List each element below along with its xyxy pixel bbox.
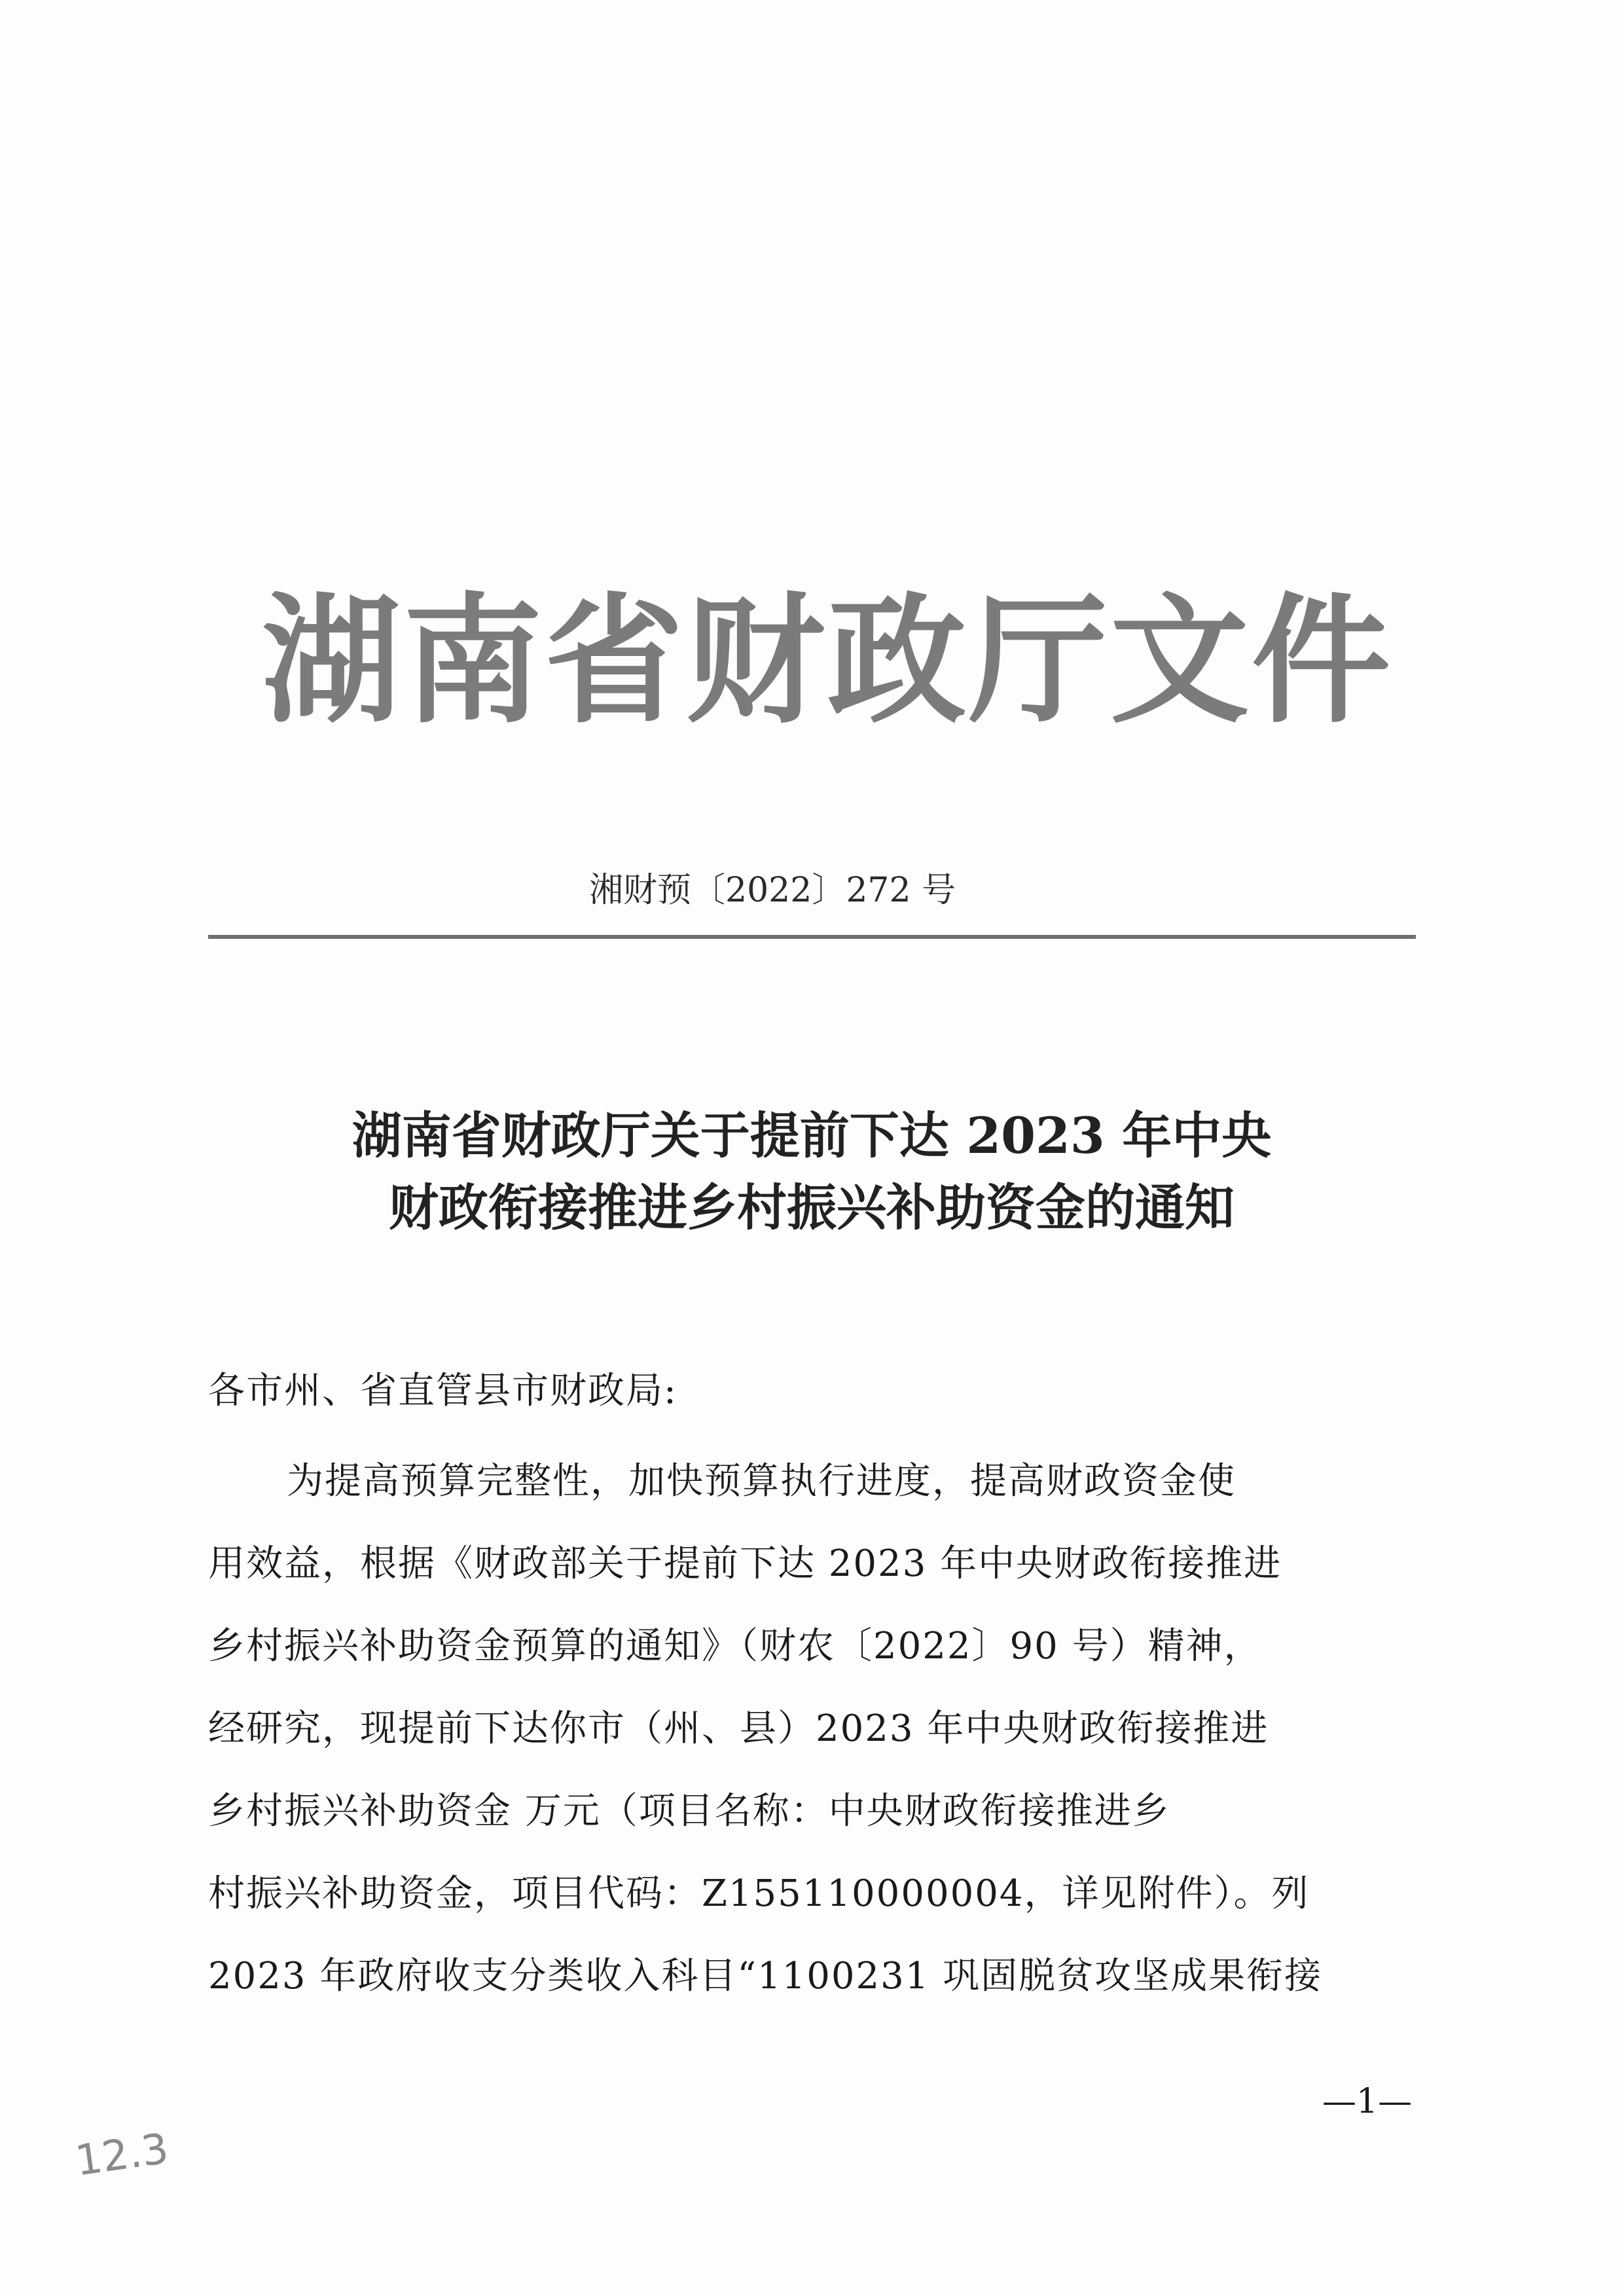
body-line: 用效益，根据《财政部关于提前下达 2023 年中央财政衔接推进 (208, 1542, 1282, 1585)
document-number: 湘财预〔2022〕272 号 (589, 871, 956, 910)
handwritten-note: 12.3 (72, 2124, 171, 2186)
notice-title-line-2: 财政衔接推进乡村振兴补助资金的通知 (389, 1178, 1235, 1237)
body-line: 经研究，现提前下达你市（州、县）2023 年中央财政衔接推进 (208, 1707, 1269, 1750)
body-line: 村振兴补助资金，项目代码：Z155110000004，详见附件）。列 (208, 1872, 1310, 1915)
page-number: —1— (1322, 2082, 1413, 2121)
body-line: 为提高预算完整性，加快预算执行进度，提高财政资金使 (287, 1460, 1236, 1503)
body-paragraph (208, 1440, 1419, 2018)
body-line: 乡村振兴补助资金 万元（项目名称：中央财政衔接推进乡 (208, 1790, 1170, 1832)
body-line: 乡村振兴补助资金预算的通知》（财农〔2022〕90 号）精神， (208, 1625, 1262, 1667)
notice-title-line-1: 湖南省财政厅关于提前下达 2023 年中央 (352, 1106, 1272, 1165)
addressee: 各市州、省直管县市财政局: (208, 1370, 677, 1412)
notice-title (216, 1100, 1407, 1244)
header-divider (208, 935, 1416, 939)
issuer-title: 湖南省财政厅文件 (262, 580, 1393, 742)
body-line: 2023 年政府收支分类收入科目“1100231 巩固脱贫攻坚成果衔接 (208, 1955, 1323, 1997)
